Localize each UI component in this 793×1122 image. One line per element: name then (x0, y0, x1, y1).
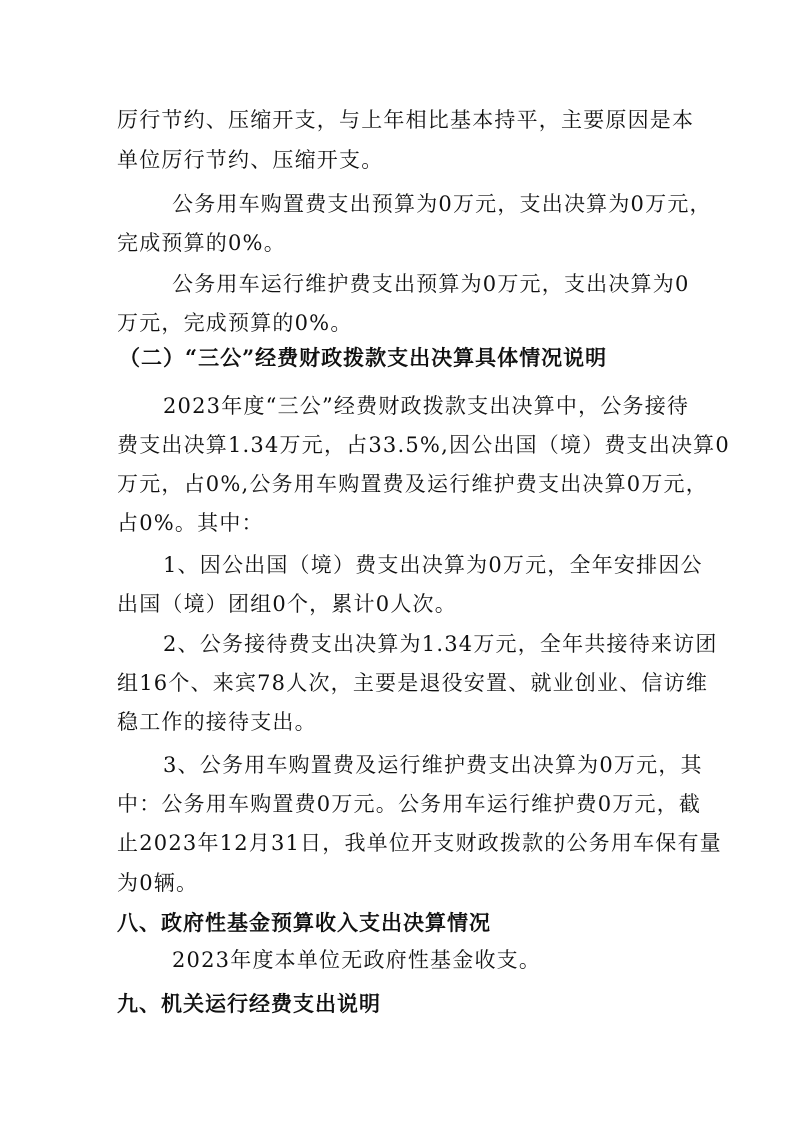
section-heading: （二）“三公”经费财政拨款支出决算具体情况说明 (119, 345, 608, 370)
paragraph-line: 公务用车购置费支出预算为0万元，支出决算为0万元， (172, 192, 712, 216)
list-item-line: 1、因公出国（境）费支出决算为0万元，全年安排因公 (163, 553, 703, 577)
paragraph-line: 2023年度本单位无政府性基金收支。 (172, 948, 542, 972)
paragraph-line: 占0%。其中： (117, 511, 264, 535)
list-item-line: 出国（境）团组0个，累计0人次。 (117, 592, 457, 616)
paragraph-line: 单位厉行节约、压缩开支。 (117, 148, 384, 172)
paragraph-line: 公务用车运行维护费支出预算为0万元，支出决算为0 (172, 272, 690, 296)
paragraph-line: 万元，占0%,公务用车购置费及运行维护费支出决算0万元， (117, 472, 708, 496)
section-heading: 八、政府性基金预算收入支出决算情况 (117, 911, 491, 935)
paragraph-line: 2023年度“三公”经费财政拨款支出决算中，公务接待 (163, 394, 690, 418)
list-item-line: 为0辆。 (117, 871, 199, 895)
list-item-line: 稳工作的接待支出。 (117, 710, 317, 734)
paragraph-line: 费支出决算1.34万元，占33.5%,因公出国（境）费支出决算0 (117, 433, 730, 457)
list-item-line: 3、公务用车购置费及运行维护费支出决算为0万元，其 (163, 753, 703, 777)
paragraph-line: 厉行节约、压缩开支，与上年相比基本持平，主要原因是本 (117, 108, 695, 132)
list-item-line: 止2023年12月31日，我单位开支财政拨款的公务用车保有量 (117, 831, 722, 855)
list-item-line: 组16个、来宾78人次，主要是退役安置、就业创业、信访维 (117, 671, 709, 695)
paragraph-line: 完成预算的0%。 (117, 231, 286, 255)
paragraph-line: 万元，完成预算的0%。 (117, 311, 353, 335)
section-heading: 九、机关运行经费支出说明 (117, 992, 381, 1016)
list-item-line: 中：公务用车购置费0万元。公务用车运行维护费0万元，截 (117, 792, 702, 816)
list-item-line: 2、公务接待费支出决算为1.34万元，全年共接待来访团 (163, 632, 718, 656)
